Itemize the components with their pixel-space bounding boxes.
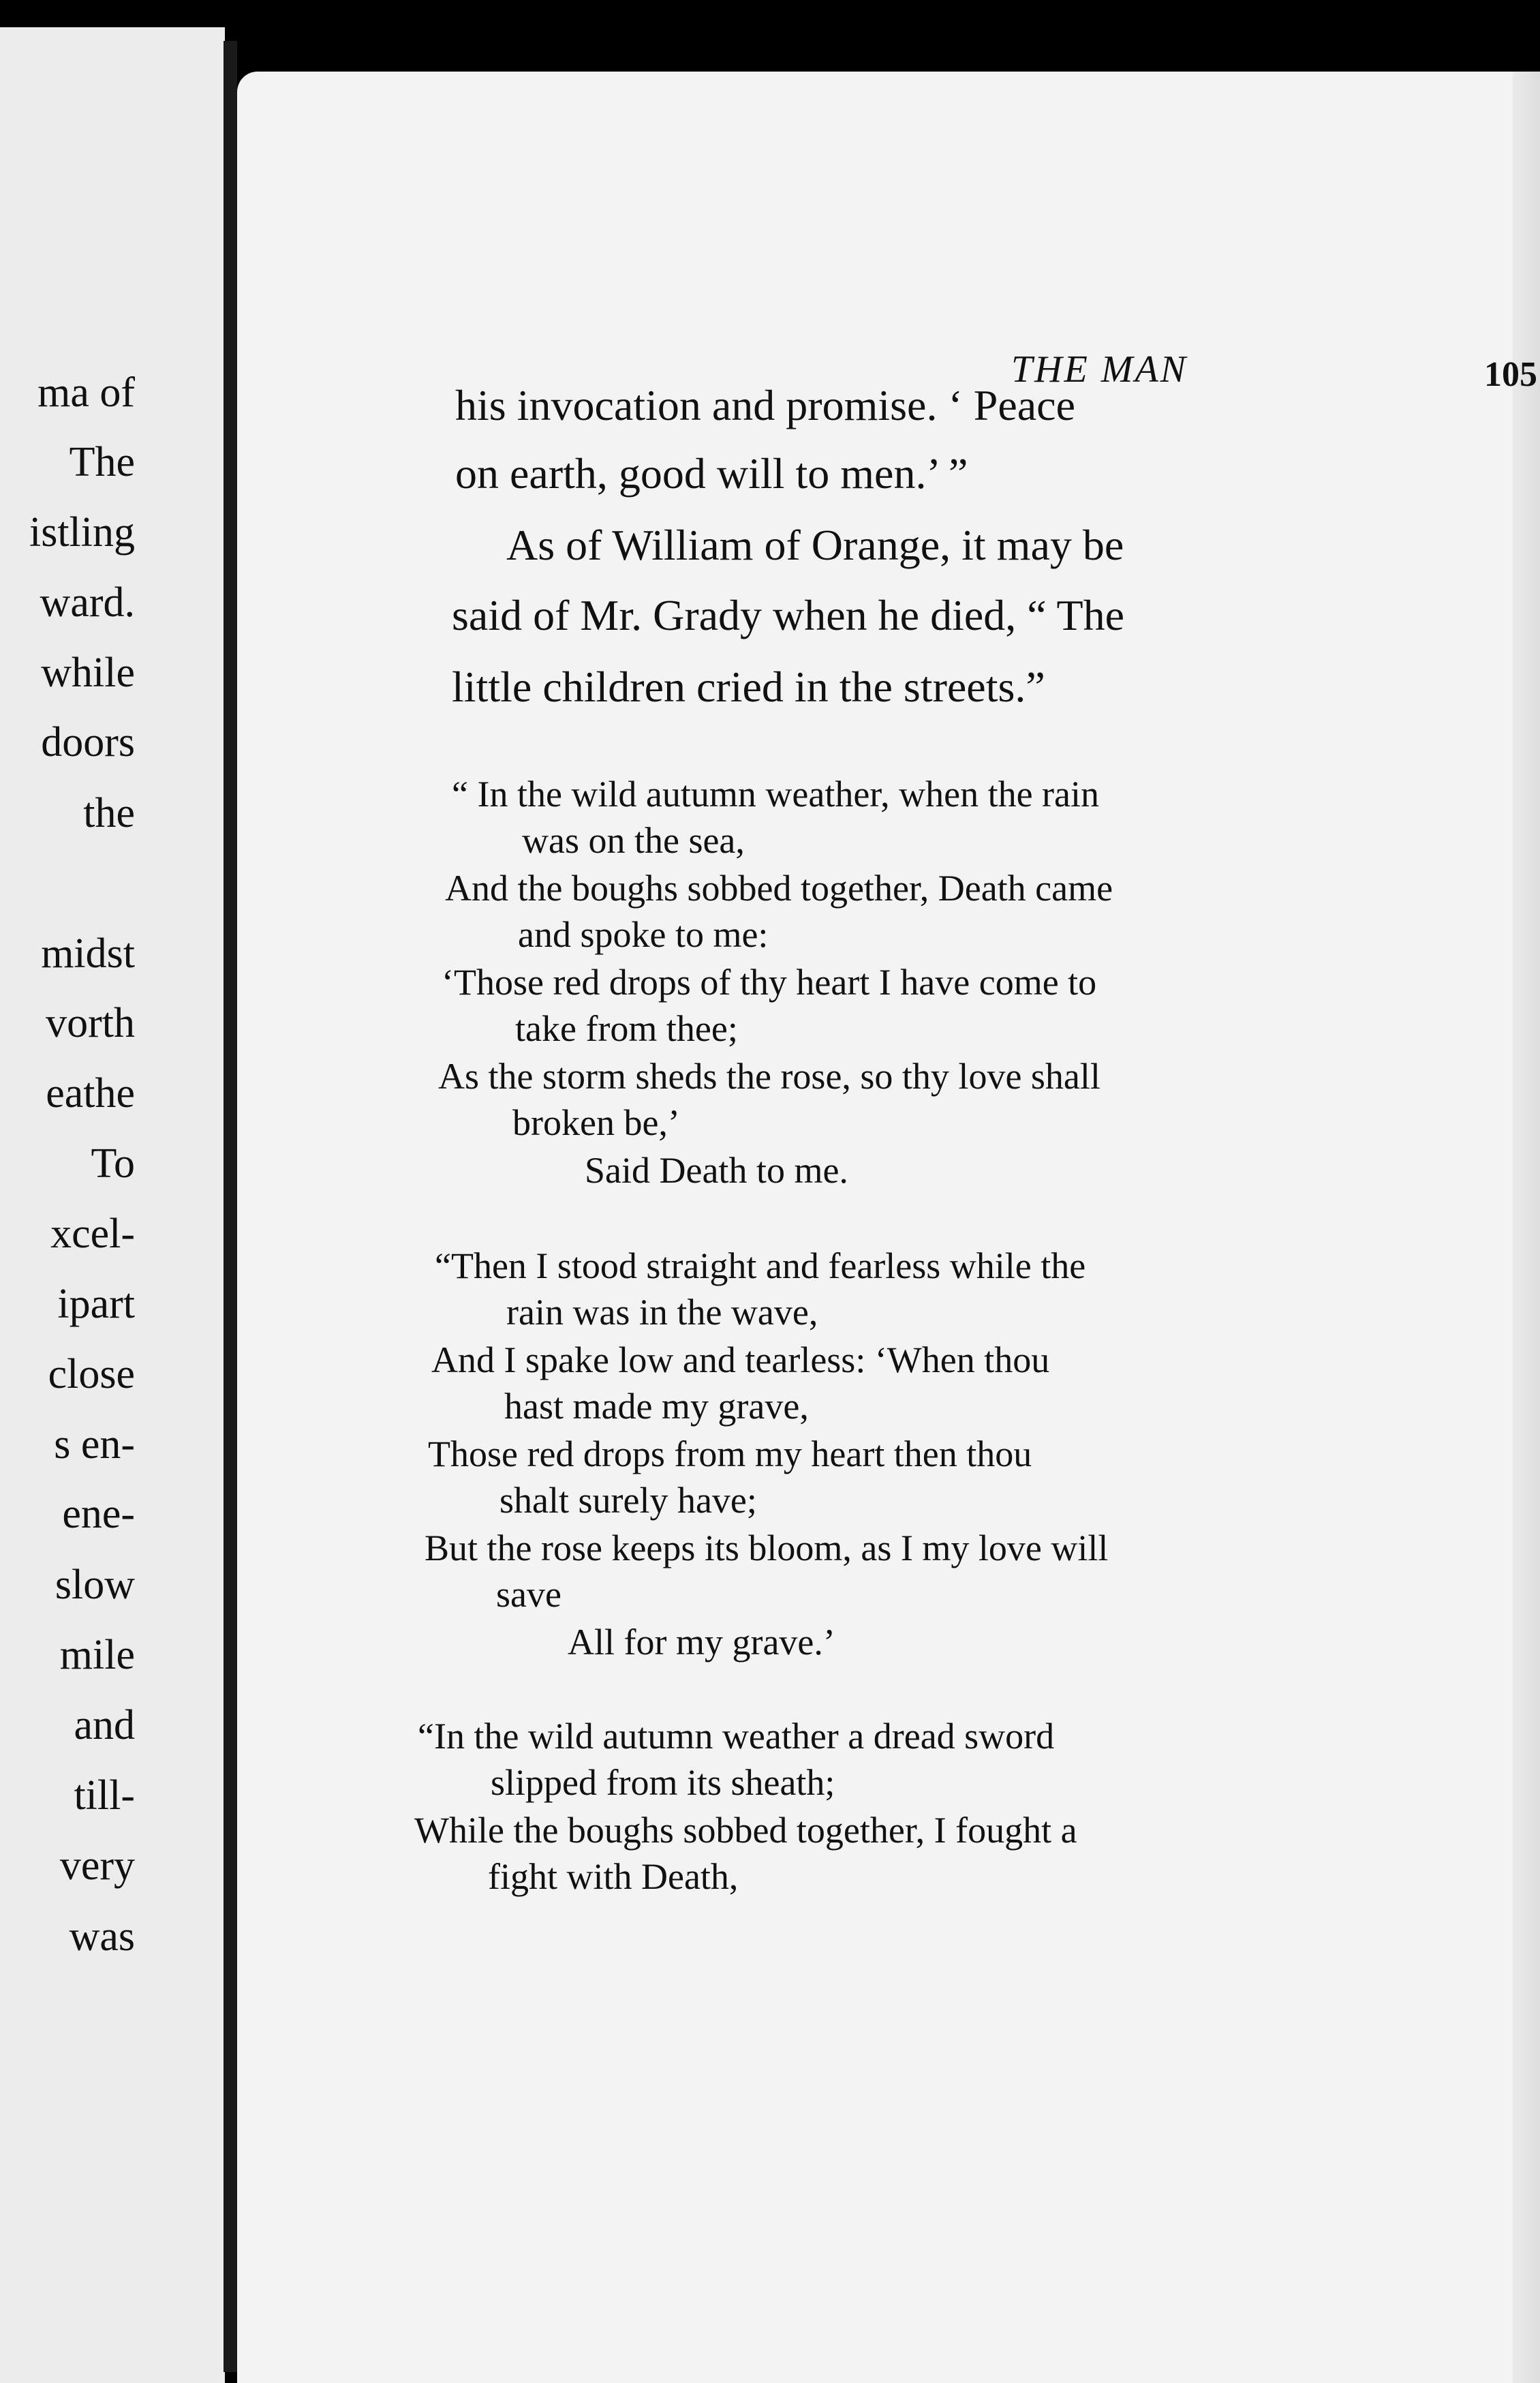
running-title: THE MAN bbox=[1011, 348, 1188, 391]
left-page-line: midst bbox=[41, 930, 135, 977]
left-page-line: ene- bbox=[62, 1491, 135, 1537]
poem-line: And I spake low and tearless: ‘When thou bbox=[431, 1339, 1050, 1380]
left-page-line: eathe bbox=[46, 1070, 135, 1117]
previous-page bbox=[0, 27, 225, 2383]
poem-line: hast made my grave, bbox=[504, 1386, 809, 1427]
page-edge bbox=[1513, 72, 1540, 2383]
prose-line: little children cried in the streets.” bbox=[452, 663, 1045, 711]
poem-line: All for my grave.’ bbox=[568, 1622, 835, 1663]
page-number: 105 bbox=[1484, 355, 1537, 394]
poem-line: and spoke to me: bbox=[518, 914, 769, 955]
poem-line: And the boughs sobbed together, Death came bbox=[445, 868, 1113, 909]
poem-line: Those red drops from my heart then thou bbox=[428, 1433, 1032, 1474]
left-page-line: ipart bbox=[57, 1281, 135, 1327]
poem-line: shalt surely have; bbox=[499, 1480, 757, 1521]
left-page-line: istling bbox=[29, 509, 135, 556]
left-page-line: was bbox=[69, 1913, 135, 1960]
left-page-line: mile bbox=[59, 1632, 135, 1678]
poem-line: was on the sea, bbox=[522, 820, 745, 861]
poem-line: ‘Those red drops of thy heart I have come to bbox=[442, 962, 1097, 1003]
poem-line: Said Death to me. bbox=[585, 1150, 848, 1191]
left-page-line: very bbox=[59, 1842, 135, 1889]
left-page-line: ma of bbox=[37, 369, 135, 416]
poem-line: As the storm sheds the rose, so thy love shall bbox=[438, 1056, 1100, 1097]
left-page-line: close bbox=[48, 1351, 135, 1397]
poem-line: slipped from its sheath; bbox=[491, 1762, 835, 1803]
poem-line: fight with Death, bbox=[488, 1856, 739, 1897]
poem-line: But the rose keeps its bloom, as I my love will bbox=[425, 1528, 1109, 1568]
left-page-line: slow bbox=[55, 1562, 135, 1608]
poem-line: “ In the wild autumn weather, when the rain bbox=[452, 774, 1100, 815]
left-page-line: xcel- bbox=[50, 1211, 135, 1257]
left-page-line: and bbox=[74, 1702, 135, 1748]
poem-line: save bbox=[496, 1574, 561, 1615]
book-gutter bbox=[224, 41, 237, 2372]
left-page-line: s en- bbox=[54, 1421, 135, 1468]
prose-line: said of Mr. Grady when he died, “ The bbox=[452, 591, 1124, 639]
prose-line: on earth, good will to men.’ ” bbox=[455, 449, 968, 498]
left-page-line: while bbox=[41, 650, 135, 696]
left-page-line: The bbox=[69, 439, 135, 485]
left-page-line: ward. bbox=[40, 579, 135, 626]
poem-line: broken be,’ bbox=[512, 1102, 680, 1143]
poem-line: rain was in the wave, bbox=[506, 1292, 818, 1333]
poem-line: “Then I stood straight and fearless while the bbox=[435, 1245, 1086, 1286]
poem-line: “In the wild autumn weather a dread sword bbox=[418, 1716, 1055, 1757]
poem-line: While the boughs sobbed together, I fought a bbox=[414, 1810, 1077, 1851]
current-page bbox=[237, 72, 1540, 2383]
poem-line: take from thee; bbox=[515, 1008, 738, 1049]
left-page-line: till- bbox=[74, 1772, 135, 1819]
prose-line: As of William of Orange, it may be bbox=[506, 521, 1124, 569]
left-page-line: the bbox=[83, 790, 135, 836]
left-page-line: vorth bbox=[46, 1000, 135, 1046]
left-page-line: doors bbox=[41, 719, 135, 765]
left-page-line: To bbox=[91, 1140, 135, 1187]
prose-line: his invocation and promise. ‘ Peace bbox=[455, 381, 1075, 429]
